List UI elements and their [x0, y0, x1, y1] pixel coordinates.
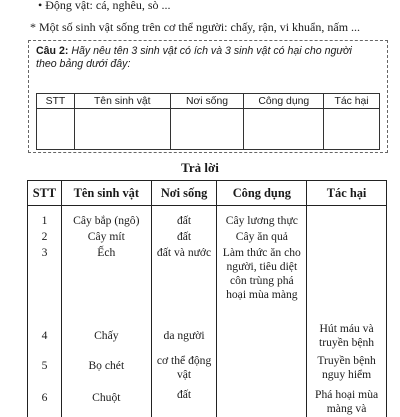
answer-header-row	[28, 181, 387, 206]
table-row: 1 Cây bắp (ngô) đất Cây lương thực	[28, 206, 387, 230]
table-row: 4 Chấy da người Hút máu và truyền bệnh	[28, 321, 387, 353]
table-row: 5 Bọ chét cơ thể động vật Truyền bệnh nguy hiểm	[28, 353, 387, 387]
q-header-stt: STT	[37, 94, 75, 109]
table-row: 2 Cây mít đất Cây ăn quả	[28, 229, 387, 245]
table-row: 6 Chuột đất Phá hoại mùa màng và	[28, 387, 387, 417]
a-header-place: Nơi sống	[151, 181, 217, 206]
answer-title: Trả lời	[181, 160, 219, 175]
q-header-use: Công dụng	[244, 94, 324, 109]
question-number: Câu 2:	[36, 45, 69, 57]
q-header-harm: Tác hại	[324, 94, 380, 109]
bullet-animals: • Động vật: cá, nghêu, sò ...	[38, 0, 171, 12]
question-box	[28, 40, 388, 153]
a-header-stt: STT	[28, 181, 62, 206]
q-header-place: Nơi sống	[170, 94, 244, 109]
a-header-harm: Tác hại	[307, 181, 387, 206]
answer-table	[27, 180, 387, 417]
bullet-parasites: * Một số sinh vật sống trên cơ thể người: chấy, rận, vi khuẩn, nấm ...	[30, 20, 361, 34]
question-table	[36, 93, 380, 150]
table-row: 3 Ếch đất và nước Làm thức ăn cho người, tiêu diệt côn trùng phá hoại mùa màng	[28, 245, 387, 321]
q-empty-row	[37, 109, 380, 150]
question-text	[36, 45, 371, 71]
a-header-use: Công dụng	[217, 181, 307, 206]
q-header-name: Tên sinh vật	[74, 94, 170, 109]
question-body: Hãy nêu tên 3 sinh vật có ích và 3 sinh vật có hại cho người theo bảng dưới đây:	[36, 45, 352, 70]
a-header-name: Tên sinh vật	[61, 181, 151, 206]
